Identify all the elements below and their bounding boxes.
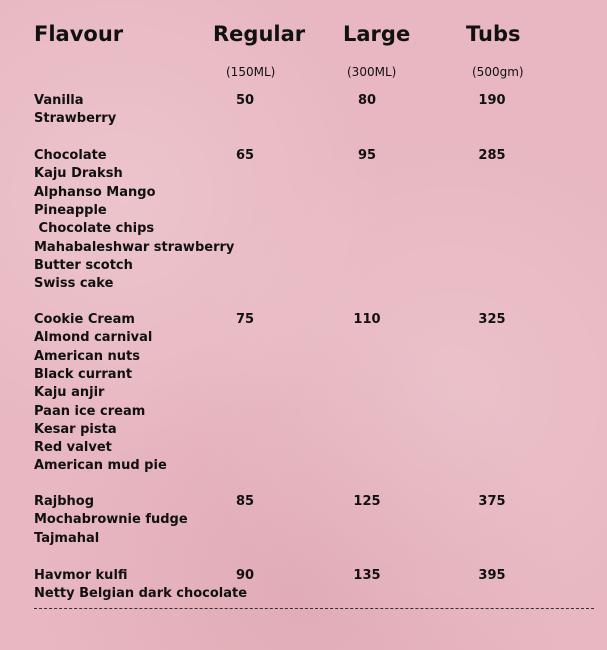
regular-price: 85 bbox=[235, 494, 255, 509]
flavour-name: Kesar pista bbox=[34, 421, 117, 437]
flavour-name: Tajmahal bbox=[34, 530, 100, 546]
flavour-row bbox=[0, 585, 607, 603]
tubs-price: 190 bbox=[478, 93, 506, 108]
flavour-row bbox=[0, 92, 607, 110]
flavour-name: Cookie Cream bbox=[34, 312, 135, 327]
tubs-price: 325 bbox=[478, 312, 506, 327]
flavour-row bbox=[0, 384, 607, 402]
flavour-row bbox=[0, 439, 607, 457]
flavour-row bbox=[0, 147, 607, 165]
flavour-column-header: Flavour bbox=[34, 22, 124, 46]
flavour-name: Butter scotch bbox=[34, 257, 133, 273]
flavour-row bbox=[0, 511, 607, 529]
flavour-name: Pineapple bbox=[34, 202, 107, 218]
flavour-name: Vanilla bbox=[34, 93, 84, 108]
regular-price: 75 bbox=[235, 312, 255, 327]
flavour-name: Mochabrownie fudge bbox=[34, 512, 188, 528]
flavour-row bbox=[0, 184, 607, 202]
flavour-name: Paan ice cream bbox=[34, 403, 146, 419]
flavour-name: American nuts bbox=[34, 348, 141, 364]
flavour-name: Havmor kulfi bbox=[34, 568, 128, 583]
flavour-name: Swiss cake bbox=[34, 276, 114, 292]
flavour-row bbox=[0, 530, 607, 548]
flavour-row bbox=[0, 567, 607, 585]
dashed-divider bbox=[34, 608, 594, 609]
flavour-name: Chocolate bbox=[34, 148, 107, 163]
tubs-price: 395 bbox=[478, 568, 506, 583]
flavour-name: American mud pie bbox=[34, 458, 167, 474]
flavour-name: Almond carnival bbox=[34, 330, 153, 346]
regular-column-header: Regular bbox=[213, 22, 306, 46]
tubs-column-header: Tubs bbox=[466, 22, 521, 46]
flavour-row bbox=[0, 275, 607, 293]
tubs-price: 375 bbox=[478, 494, 506, 509]
flavour-name: Kaju Draksh bbox=[34, 166, 123, 182]
large-column-header: Large bbox=[343, 22, 411, 46]
flavour-name: Black currant bbox=[34, 366, 133, 382]
flavour-name: Alphanso Mango bbox=[34, 184, 156, 200]
flavour-row bbox=[0, 311, 607, 329]
regular-size-label: (150ML) bbox=[226, 65, 276, 79]
tubs-size-label: (500gm) bbox=[472, 65, 524, 79]
flavour-row bbox=[0, 493, 607, 511]
flavour-row bbox=[0, 421, 607, 439]
flavour-name: Mahabaleshwar strawberry bbox=[34, 239, 235, 255]
tubs-price: 285 bbox=[478, 148, 506, 163]
large-price: 135 bbox=[353, 568, 381, 583]
large-price: 80 bbox=[357, 93, 377, 108]
flavour-name: Kaju anjir bbox=[34, 385, 105, 401]
flavour-row bbox=[0, 348, 607, 366]
flavour-name: Chocolate chips bbox=[34, 221, 155, 237]
flavour-name: Rajbhog bbox=[34, 494, 95, 509]
flavour-name: Red valvet bbox=[34, 440, 112, 456]
regular-price: 50 bbox=[235, 93, 255, 108]
flavour-row bbox=[0, 403, 607, 421]
flavour-row bbox=[0, 220, 607, 238]
flavour-row bbox=[0, 202, 607, 220]
flavour-row bbox=[0, 457, 607, 475]
flavour-row bbox=[0, 257, 607, 275]
flavour-name: Strawberry bbox=[34, 111, 117, 127]
large-price: 95 bbox=[357, 148, 377, 163]
large-price: 125 bbox=[353, 494, 381, 509]
regular-price: 90 bbox=[235, 568, 255, 583]
flavour-row bbox=[0, 239, 607, 257]
large-size-label: (300ML) bbox=[347, 65, 397, 79]
flavour-row bbox=[0, 165, 607, 183]
regular-price: 65 bbox=[235, 148, 255, 163]
flavour-name: Netty Belgian dark chocolate bbox=[34, 586, 248, 602]
flavour-row bbox=[0, 110, 607, 128]
large-price: 110 bbox=[353, 312, 381, 327]
flavour-row bbox=[0, 329, 607, 347]
flavour-row bbox=[0, 366, 607, 384]
